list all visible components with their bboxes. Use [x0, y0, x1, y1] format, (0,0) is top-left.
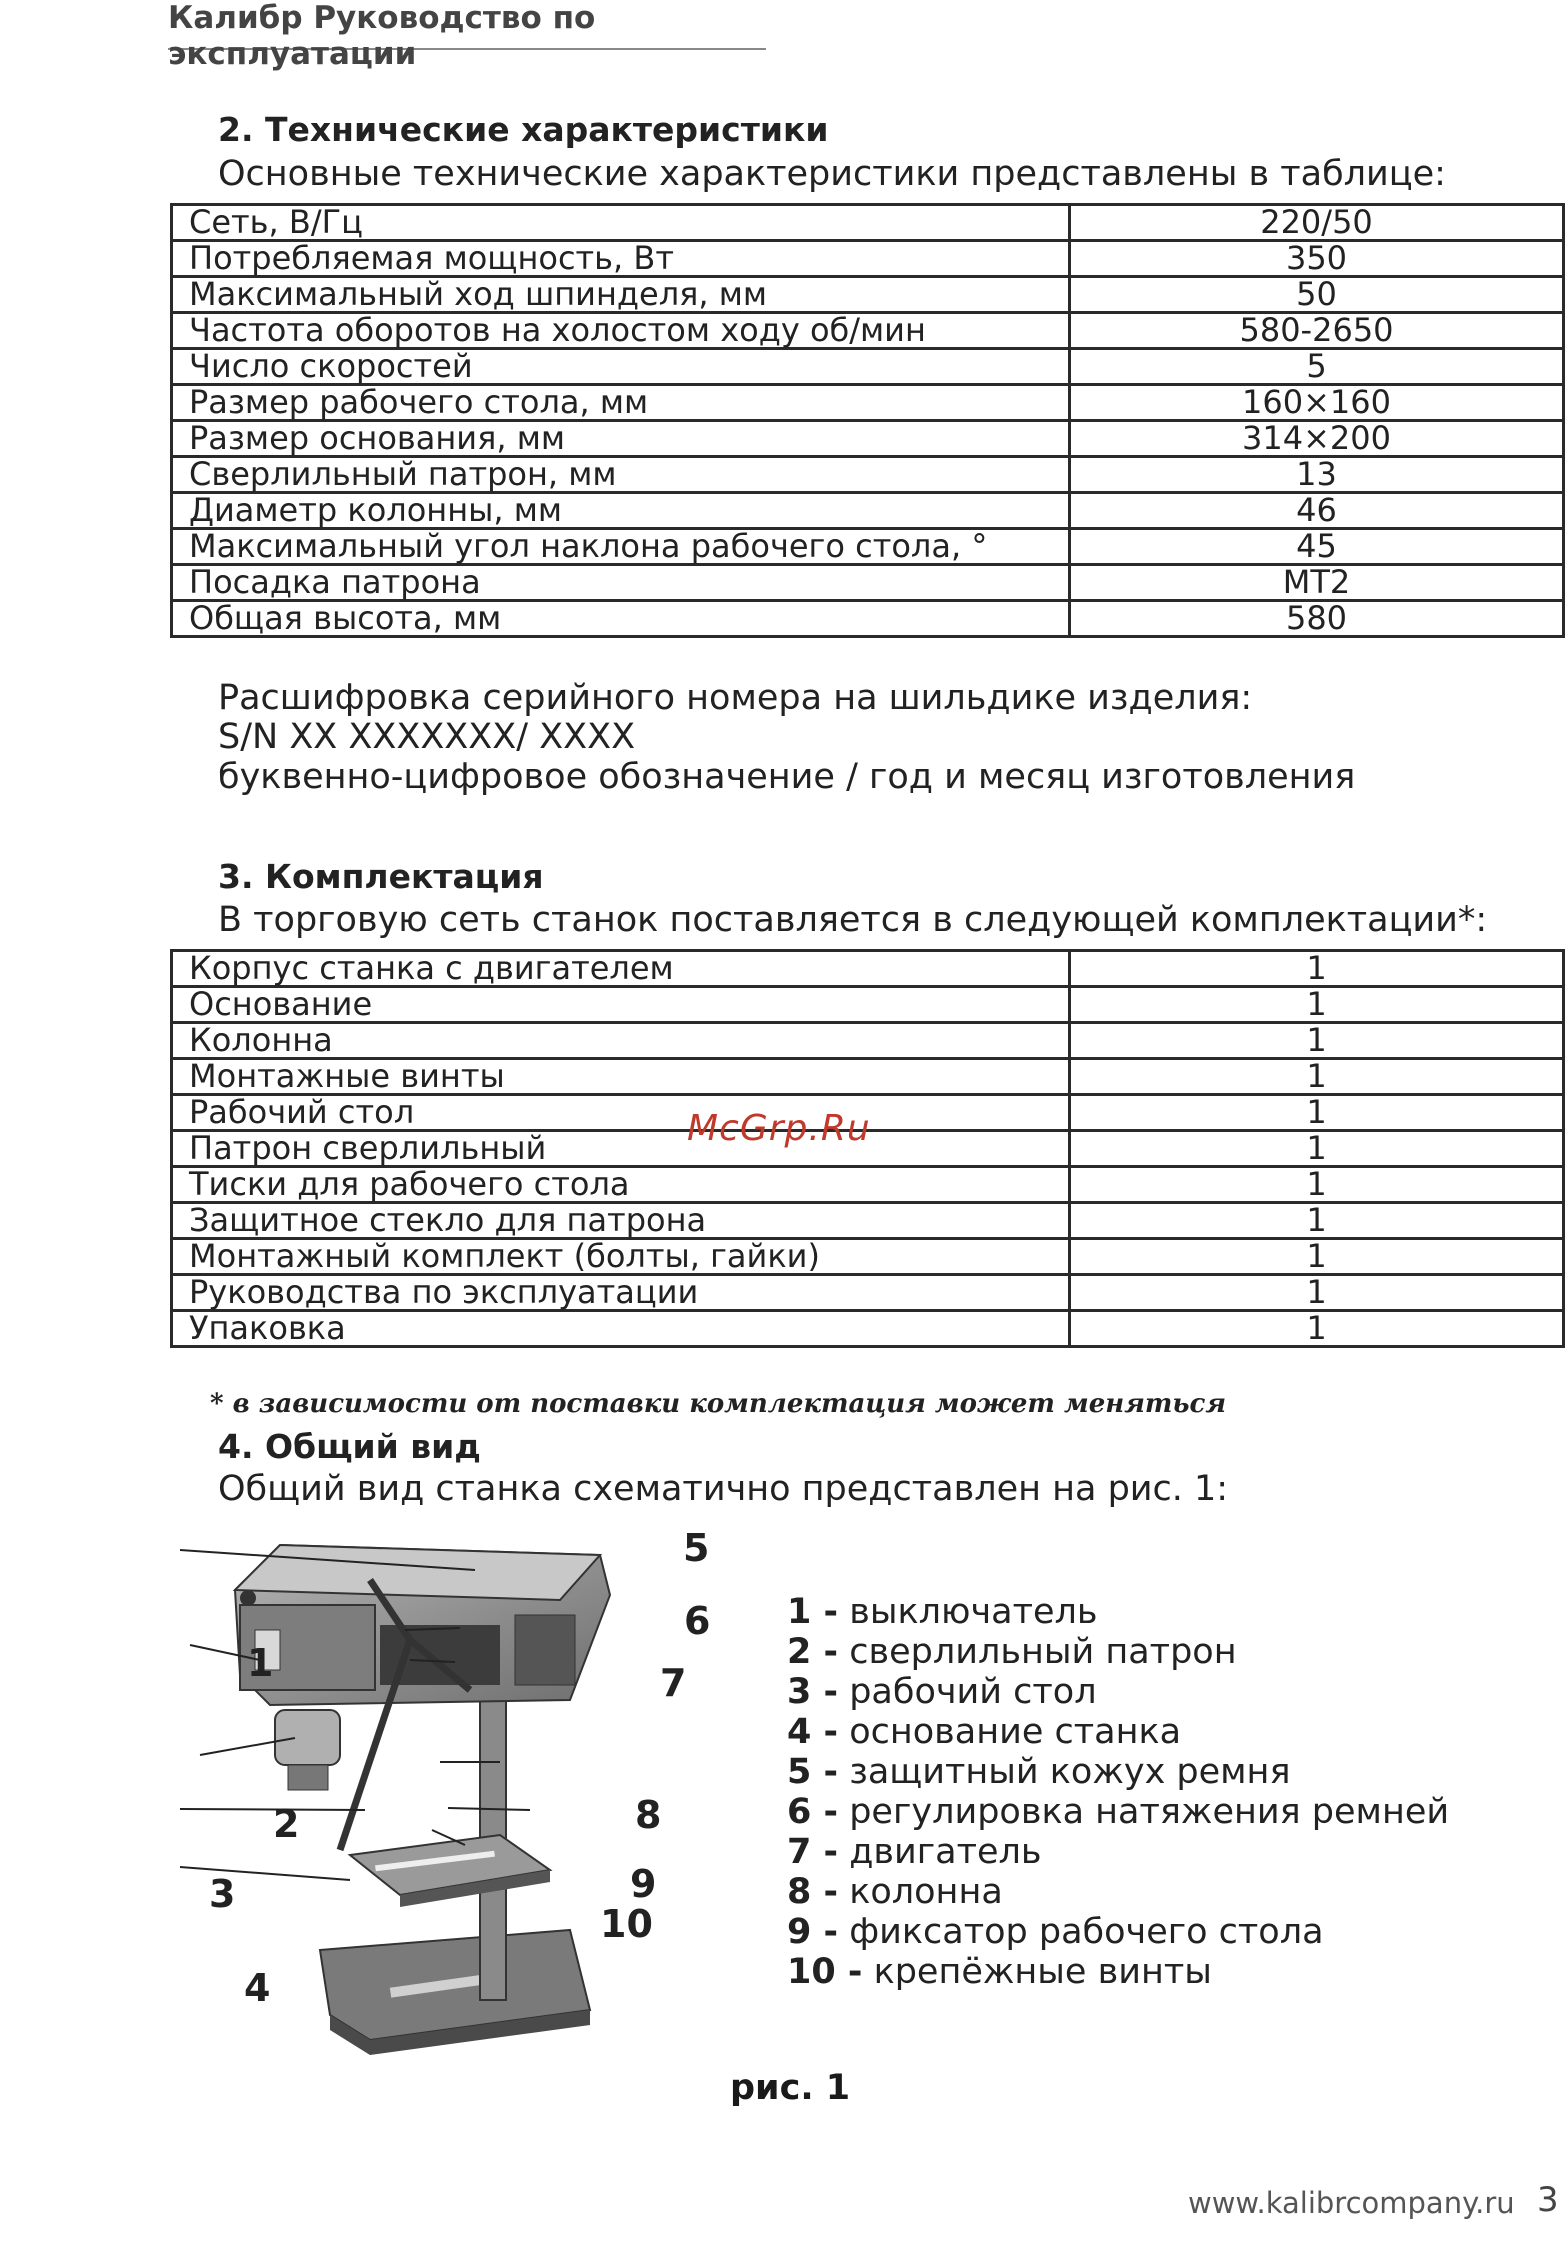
running-header	[168, 0, 766, 72]
table-row	[172, 493, 1564, 529]
section-3-intro: В торговую сеть станок поставляется в следующей комплектации*:	[218, 900, 1488, 940]
table-row	[172, 241, 1564, 277]
footer-site: www.kalibrcompany.ru	[1188, 2186, 1515, 2220]
row-value: 580-2650	[1070, 313, 1564, 349]
table-row	[172, 565, 1564, 601]
table-row	[172, 421, 1564, 457]
row-label: Монтажный комплект (болты, гайки)	[172, 1239, 1070, 1275]
row-label: Тиски для рабочего стола	[172, 1167, 1070, 1203]
section-3-heading: 3. Комплектация	[218, 857, 544, 896]
serial-description: буквенно-цифровое обозначение / год и месяц изготовления	[218, 757, 1356, 797]
legend-text: крепёжные винты	[873, 1952, 1212, 1992]
section-4-intro: Общий вид станка схематично представлен на рис. 1:	[218, 1469, 1229, 1509]
row-value: 46	[1070, 493, 1564, 529]
row-label: Общая высота, мм	[172, 601, 1070, 637]
table-row	[172, 529, 1564, 565]
section-2-heading: 2. Технические характеристики	[218, 110, 829, 149]
callout-7: 7	[660, 1661, 687, 1705]
specs-table	[170, 203, 1565, 638]
row-label: Максимальный угол наклона рабочего стола, °	[172, 529, 1070, 565]
legend-number: 10 -	[787, 1952, 863, 1992]
callout-10: 10	[600, 1902, 653, 1946]
callout-9: 9	[630, 1862, 657, 1906]
row-label: Основание	[172, 987, 1070, 1023]
row-label: Потребляемая мощность, Вт	[172, 241, 1070, 277]
legend-number: 3 -	[787, 1672, 839, 1712]
table-row	[172, 1167, 1564, 1203]
row-value: 5	[1070, 349, 1564, 385]
legend-item	[787, 1712, 1449, 1752]
figure-caption: рис. 1	[730, 2068, 851, 2108]
callout-1: 1	[247, 1641, 274, 1685]
callout-8: 8	[635, 1793, 662, 1837]
row-value: 314×200	[1070, 421, 1564, 457]
table-row	[172, 349, 1564, 385]
row-value: МТ2	[1070, 565, 1564, 601]
table-row	[172, 313, 1564, 349]
row-label: Сверлильный патрон, мм	[172, 457, 1070, 493]
row-label: Размер рабочего стола, мм	[172, 385, 1070, 421]
legend-text: сверлильный патрон	[849, 1632, 1237, 1672]
header-title: Калибр Руководство по эксплуатации	[168, 0, 596, 72]
row-label: Монтажные винты	[172, 1059, 1070, 1095]
table-row	[172, 457, 1564, 493]
row-label: Колонна	[172, 1023, 1070, 1059]
row-label: Руководства по эксплуатации	[172, 1275, 1070, 1311]
serial-format: S/N XX XXXXXXX/ XXXX	[218, 717, 636, 757]
table-row	[172, 1275, 1564, 1311]
legend-number: 4 -	[787, 1712, 839, 1752]
legend-number: 7 -	[787, 1832, 839, 1872]
legend-item	[787, 1792, 1449, 1832]
callout-3: 3	[209, 1872, 236, 1916]
row-value: 1	[1070, 1023, 1564, 1059]
legend-text: колонна	[849, 1872, 1003, 1912]
row-label: Упаковка	[172, 1311, 1070, 1347]
row-value: 160×160	[1070, 385, 1564, 421]
legend-item	[787, 1672, 1449, 1712]
table-row	[172, 1023, 1564, 1059]
legend-number: 8 -	[787, 1872, 839, 1912]
callout-4: 4	[244, 1966, 271, 2010]
legend-item	[787, 1592, 1449, 1632]
table-row	[172, 987, 1564, 1023]
row-label: Диаметр колонны, мм	[172, 493, 1070, 529]
table-row	[172, 1311, 1564, 1347]
row-value: 1	[1070, 1311, 1564, 1347]
table-row	[172, 601, 1564, 637]
legend-text: рабочий стол	[849, 1672, 1097, 1712]
row-label: Сеть, В/Гц	[172, 205, 1070, 241]
callout-2: 2	[273, 1802, 300, 1846]
row-value: 1	[1070, 1059, 1564, 1095]
row-value: 1	[1070, 1095, 1564, 1131]
section-4-heading: 4. Общий вид	[218, 1427, 481, 1466]
legend-text: фиксатор рабочего стола	[849, 1912, 1324, 1952]
callout-5: 5	[683, 1526, 710, 1570]
machine-base	[320, 1930, 590, 2055]
row-label: Максимальный ход шпинделя, мм	[172, 277, 1070, 313]
row-value: 1	[1070, 1203, 1564, 1239]
row-label: Посадка патрона	[172, 565, 1070, 601]
row-value: 1	[1070, 951, 1564, 987]
row-label: Защитное стекло для патрона	[172, 1203, 1070, 1239]
legend-item	[787, 1752, 1449, 1792]
section-2-intro: Основные технические характеристики представлены в таблице:	[218, 154, 1446, 194]
row-value: 1	[1070, 987, 1564, 1023]
row-label: Патрон сверлильный	[172, 1131, 1070, 1167]
row-value: 1	[1070, 1131, 1564, 1167]
legend-item	[787, 1872, 1449, 1912]
legend-text: выключатель	[849, 1592, 1098, 1632]
row-value: 220/50	[1070, 205, 1564, 241]
legend-text: защитный кожух ремня	[849, 1752, 1291, 1792]
machine-head	[235, 1545, 610, 1705]
row-label: Корпус станка с двигателем	[172, 951, 1070, 987]
table-row	[172, 277, 1564, 313]
row-label: Число скоростей	[172, 349, 1070, 385]
callout-6: 6	[684, 1599, 711, 1643]
row-value: 50	[1070, 277, 1564, 313]
drill-chuck	[275, 1710, 340, 1790]
table-row	[172, 1059, 1564, 1095]
table-row	[172, 951, 1564, 987]
row-label: Рабочий стол	[172, 1095, 1070, 1131]
row-label: Размер основания, мм	[172, 421, 1070, 457]
legend-number: 5 -	[787, 1752, 839, 1792]
legend-text: двигатель	[849, 1832, 1042, 1872]
row-value: 45	[1070, 529, 1564, 565]
row-value: 13	[1070, 457, 1564, 493]
legend-item	[787, 1912, 1449, 1952]
machine-table	[350, 1835, 550, 1907]
watermark: McGrp.Ru	[687, 1108, 871, 1149]
page-number: 3	[1537, 2180, 1559, 2220]
legend-number: 1 -	[787, 1592, 839, 1632]
row-value: 1	[1070, 1239, 1564, 1275]
row-value: 350	[1070, 241, 1564, 277]
legend-item	[787, 1632, 1449, 1672]
legend-number: 6 -	[787, 1792, 839, 1832]
row-value: 580	[1070, 601, 1564, 637]
package-footnote: * в зависимости от поставки комплектация может меняться	[210, 1389, 1227, 1419]
legend-number: 2 -	[787, 1632, 839, 1672]
table-row	[172, 1203, 1564, 1239]
legend-text: основание станка	[849, 1712, 1182, 1752]
table-row	[172, 205, 1564, 241]
table-row	[172, 385, 1564, 421]
figure-legend	[787, 1592, 1449, 1992]
row-label: Частота оборотов на холостом ходу об/мин	[172, 313, 1070, 349]
table-row	[172, 1239, 1564, 1275]
legend-item	[787, 1832, 1449, 1872]
legend-number: 9 -	[787, 1912, 839, 1952]
serial-title: Расшифровка серийного номера на шильдике изделия:	[218, 678, 1253, 718]
row-value: 1	[1070, 1167, 1564, 1203]
legend-text: регулировка натяжения ремней	[849, 1792, 1450, 1832]
row-value: 1	[1070, 1275, 1564, 1311]
legend-item	[787, 1952, 1449, 1992]
